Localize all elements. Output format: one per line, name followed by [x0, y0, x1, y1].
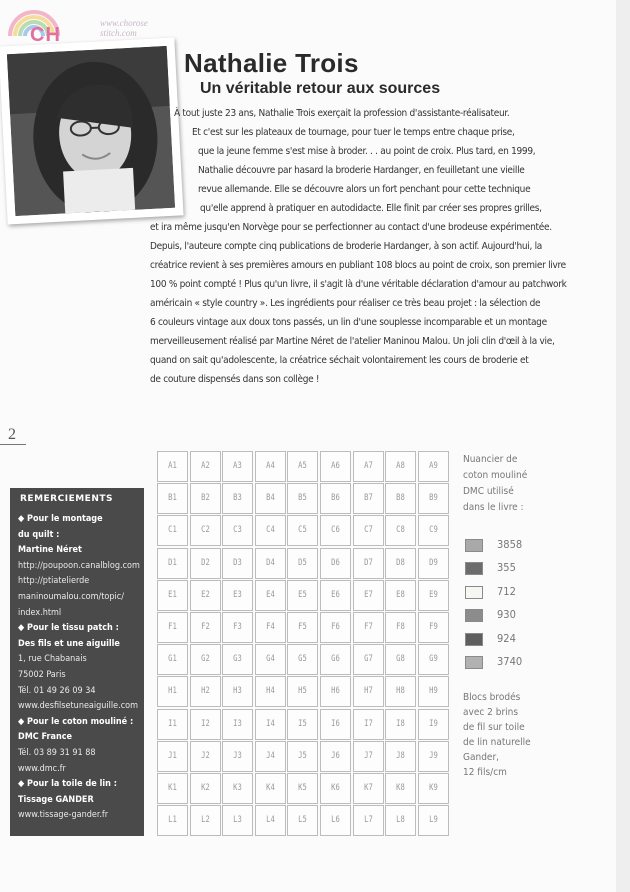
grid-cell-label: D8 [396, 557, 406, 568]
grid-cell-label: C6 [331, 525, 340, 536]
grid-cell-label: B9 [428, 493, 438, 504]
grid-cell [255, 580, 286, 611]
grid-cell [190, 741, 221, 772]
swatch-code: 355 [497, 561, 516, 575]
sidebar-title: REMERCIEMENTS [20, 494, 113, 504]
body-line: Nathalie découvre par hasard la broderie Hardanger, en feuilletant une vieille [198, 165, 525, 176]
body-line: revue allemande. Elle se découvre alors un fort penchant pour cette technique [198, 184, 531, 195]
grid-cell-label: K8 [396, 783, 406, 793]
grid-cell [190, 709, 221, 740]
grid-cell-label: L3 [233, 815, 243, 826]
grid-cell-label: E4 [265, 589, 275, 600]
grid-cell-label: H8 [396, 686, 406, 697]
grid-cell [190, 451, 221, 482]
grid-cell-label: A7 [363, 461, 373, 471]
grid-cell-label: J1 [168, 750, 177, 761]
grid-cell-label: C1 [168, 525, 177, 536]
grid-cell-label: E7 [363, 589, 373, 600]
grid-cell [255, 548, 286, 579]
grid-cell-label: I8 [396, 718, 406, 729]
grid-cell [222, 773, 253, 804]
grid-cell-label: E5 [298, 589, 308, 600]
grid-cell [287, 709, 318, 740]
grid-cell [287, 451, 318, 482]
sidebar-line: Tél. 03 89 31 91 88 [18, 748, 96, 758]
grid-cell-label: L7 [363, 815, 373, 826]
sidebar-line[interactable]: http://poupoon.canalblog.com [18, 560, 140, 571]
grid-cell [255, 709, 286, 740]
grid-cell [222, 548, 253, 579]
legend-intro [463, 452, 553, 516]
grid-cell-label: K2 [200, 783, 210, 793]
grid-cell [320, 580, 351, 611]
color-swatch [465, 609, 483, 622]
grid-cell-label: D1 [168, 557, 177, 568]
grid-cell [190, 644, 221, 675]
grid-cell-label: D7 [363, 557, 373, 568]
grid-cell-label: D4 [265, 557, 275, 568]
body-line: Et c'est sur les plateaux de tournage, pour tuer le temps entre chaque prise, [192, 127, 515, 138]
grid-cell [190, 548, 221, 579]
grid-cell-label: E6 [331, 589, 340, 600]
grid-cell [190, 773, 221, 804]
grid-cell-label: H6 [331, 686, 340, 697]
grid-cell-label: A6 [331, 461, 340, 471]
grid-cell-label: D2 [200, 557, 210, 568]
grid-cell-label: I1 [168, 718, 177, 729]
grid-cell [157, 676, 188, 707]
grid-cell [418, 709, 449, 740]
logo-site-line: stitch.com [100, 28, 137, 38]
grid-cell-label: G7 [363, 654, 373, 665]
grid-cell [222, 709, 253, 740]
grid-cell [190, 612, 221, 643]
body-line: qu'elle apprend à pratiquer en autodidacte. Elle finit par créer ses propres grilles, [200, 203, 542, 214]
legend-note-line: avec 2 brins [463, 707, 519, 718]
legend-note-line: Gander, [463, 752, 499, 763]
grid-cell-label: F6 [331, 622, 340, 632]
grid-cell [157, 451, 188, 482]
grid-cell-label: K5 [298, 783, 308, 793]
sidebar-heading: Des fils et une aiguille [18, 638, 120, 649]
grid-cell-label: E8 [396, 589, 406, 600]
legend-note-line: de fil sur toile [463, 722, 525, 733]
grid-cell [418, 612, 449, 643]
grid-cell [418, 805, 449, 836]
legend-intro-line: dans le livre : [463, 502, 524, 513]
grid-cell [353, 548, 384, 579]
grid-cell [353, 580, 384, 611]
grid-cell-label: I3 [233, 718, 243, 729]
grid-cell-label: A8 [396, 461, 406, 471]
grid-cell-label: J8 [396, 750, 406, 761]
sidebar-line[interactable]: www.dmc.fr [18, 763, 66, 774]
color-swatch [465, 586, 483, 599]
grid-cell [157, 580, 188, 611]
grid-cell-label: C4 [265, 525, 275, 536]
grid-cell-label: K9 [428, 783, 438, 793]
grid-cell-label: D3 [233, 557, 243, 568]
grid-cell [157, 548, 188, 579]
grid-cell-label: B4 [265, 493, 275, 504]
grid-cell-label: I4 [265, 718, 275, 729]
grid-cell-label: C9 [428, 525, 438, 536]
grid-cell-label: G8 [396, 654, 406, 665]
grid-cell-label: K4 [265, 783, 275, 793]
sidebar-heading: Martine Néret [18, 545, 82, 556]
sidebar-line[interactable]: www.tissage-gander.fr [18, 810, 109, 821]
grid-cell [222, 580, 253, 611]
logo-site-url [100, 18, 148, 38]
grid-cell-label: F1 [168, 622, 177, 632]
grid-cell [287, 741, 318, 772]
grid-cell [287, 548, 318, 579]
grid-cell [222, 451, 253, 482]
sidebar-line: 75002 Paris [18, 670, 66, 680]
grid-cell-label: F2 [200, 622, 210, 632]
grid-cell-label: B3 [233, 493, 243, 504]
grid-cell-label: B1 [168, 493, 177, 504]
grid-cell-label: F5 [298, 622, 308, 632]
legend-intro-line: coton mouliné [463, 470, 528, 481]
grid-cell [320, 644, 351, 675]
grid-cell [418, 451, 449, 482]
grid-cell-label: L1 [168, 815, 177, 826]
body-line: américain « style country ». Les ingrédients pour réaliser ce très beau projet : la sélection de [150, 298, 541, 309]
grid-cell [385, 644, 416, 675]
grid-cell [287, 805, 318, 836]
grid-cell [255, 515, 286, 546]
grid-cell [255, 676, 286, 707]
grid-cell [320, 741, 351, 772]
grid-cell-label: L4 [265, 815, 275, 826]
legend-note-line: de lin naturelle [463, 737, 531, 748]
swatch-code: 3858 [497, 538, 523, 551]
grid-cell-label: C3 [233, 525, 243, 536]
grid-cell-label: I5 [298, 718, 308, 729]
grid-cell [222, 676, 253, 707]
grid-cell [418, 644, 449, 675]
body-line: de couture dispensés dans son collège ! [150, 374, 320, 385]
sidebar-heading: ◆ Pour la toile de lin : [18, 779, 117, 790]
grid-cell [287, 612, 318, 643]
grid-cell-label: C5 [298, 525, 308, 536]
logo-text: CH [30, 24, 61, 46]
grid-cell-label: F8 [396, 622, 406, 632]
grid-cell [287, 515, 318, 546]
author-photo [7, 46, 175, 216]
grid-cell [255, 644, 286, 675]
grid-cell [353, 773, 384, 804]
grid-cell [222, 612, 253, 643]
grid-cell [190, 676, 221, 707]
grid-cell [385, 676, 416, 707]
page-edge [616, 0, 630, 892]
grid-cell-label: J7 [363, 750, 373, 761]
grid-cell [255, 805, 286, 836]
grid-cell [418, 773, 449, 804]
grid-cell [255, 741, 286, 772]
grid-cell-label: F4 [265, 622, 275, 632]
grid-cell [418, 580, 449, 611]
grid-cell [353, 451, 384, 482]
grid-cell [287, 773, 318, 804]
sidebar-heading: Tissage GANDER [18, 794, 94, 805]
body-line: Depuis, l'auteure compte cinq publications de broderie Hardanger, à son actif. Aujourd'hui, la [150, 241, 543, 252]
grid-cell [222, 644, 253, 675]
grid-cell-label: J4 [265, 750, 275, 761]
grid-cell-label: I9 [428, 718, 438, 729]
grid-cell-label: C7 [363, 525, 373, 536]
grid-cell [287, 676, 318, 707]
grid-cell-label: G9 [428, 654, 438, 665]
grid-cell [320, 709, 351, 740]
grid-cell-label: F7 [363, 622, 373, 632]
grid-cell [255, 773, 286, 804]
grid-cell-label: E1 [168, 589, 177, 600]
grid-cell-label: A2 [200, 461, 210, 471]
grid-cell-label: I2 [200, 718, 210, 729]
grid-cell-label: I7 [363, 718, 373, 729]
grid-cell-label: H9 [428, 686, 438, 697]
grid-cell [418, 741, 449, 772]
grid-cell [157, 612, 188, 643]
grid-cell [157, 483, 188, 514]
sidebar-heading: ◆ Pour le coton mouliné : [18, 716, 134, 727]
grid-cell [353, 709, 384, 740]
grid-cell-label: B7 [363, 493, 373, 504]
grid-cell-label: B2 [200, 493, 210, 504]
grid-cell [320, 515, 351, 546]
grid-cell [320, 676, 351, 707]
grid-cell [385, 773, 416, 804]
grid-cell-label: K6 [331, 783, 340, 793]
sidebar-line: 1, rue Chabanais [18, 654, 87, 665]
body-line: et ira même jusqu'en Norvège pour se perfectionner au contact d'une brodeuse expérimentée. [150, 222, 552, 233]
grid-cell [385, 483, 416, 514]
grid-cell [353, 515, 384, 546]
swatch-code: 930 [497, 608, 516, 622]
body-line: 6 couleurs vintage aux doux tons passés, un lin d'une souplesse incomparable et un montage [150, 317, 547, 328]
grid-cell [353, 805, 384, 836]
color-swatch [465, 633, 483, 646]
legend-intro-line: DMC utilisé [463, 486, 514, 497]
logo-site-line: www.chorose [100, 18, 148, 28]
grid-cell-label: H4 [265, 686, 275, 697]
grid-cell [157, 709, 188, 740]
grid-cell [222, 515, 253, 546]
page-number-rule [0, 444, 26, 445]
grid-cell-label: J6 [331, 750, 340, 761]
grid-cell-label: D5 [298, 557, 308, 568]
grid-cell-label: C2 [200, 525, 210, 536]
grid-cell-label: H5 [298, 686, 308, 697]
grid-cell-label: G4 [265, 654, 275, 665]
swatch-code: 712 [497, 584, 516, 598]
grid-cell [418, 548, 449, 579]
grid-cell-label: F3 [233, 622, 243, 632]
sidebar-heading: ◆ Pour le montage [18, 514, 103, 524]
grid-cell-label: D9 [428, 557, 438, 568]
grid-cell-label: A5 [298, 461, 308, 471]
grid-cell [222, 805, 253, 836]
grid-cell [157, 805, 188, 836]
grid-cell [157, 773, 188, 804]
grid-cell-label: B8 [396, 493, 406, 504]
grid-cell [418, 676, 449, 707]
grid-cell-label: K7 [363, 783, 373, 793]
page-number: 2 [8, 426, 16, 443]
legend-note-line: Blocs brodés [463, 692, 521, 703]
grid-cell [255, 451, 286, 482]
sidebar-line: maninoumalou.com/topic/ [18, 592, 124, 602]
grid-cell [157, 741, 188, 772]
grid-cell [353, 483, 384, 514]
grid-cell [320, 612, 351, 643]
sidebar-line[interactable]: http://ptiatelierde [18, 576, 90, 587]
grid-cell [353, 644, 384, 675]
grid-cell-label: L9 [428, 815, 438, 826]
grid-cell [157, 515, 188, 546]
grid-cell-label: G6 [331, 654, 340, 665]
swatch-code: 924 [497, 631, 516, 645]
grid-cell [222, 483, 253, 514]
grid-cell [255, 612, 286, 643]
grid-cell [190, 515, 221, 546]
body-line: que la jeune femme s'est mise à broder. . . au point de croix. Plus tard, en 1999, [198, 146, 536, 157]
grid-cell-label: H1 [168, 686, 177, 697]
grid-cell-label: E9 [428, 589, 438, 600]
grid-cell-label: A1 [168, 461, 177, 471]
grid-cell-label: A3 [233, 461, 243, 471]
grid-cell [385, 612, 416, 643]
grid-cell-label: G3 [233, 654, 243, 665]
site-logo [6, 6, 156, 46]
grid-cell [385, 515, 416, 546]
body-line: créatrice revient à ses premières amours en publiant 108 blocs au point de croix, son premier livre [150, 260, 566, 271]
color-swatch [465, 656, 483, 669]
color-swatch [465, 562, 483, 575]
grid-cell-label: G5 [298, 654, 308, 665]
grid-cell [385, 709, 416, 740]
sidebar-heading: ◆ Pour le tissu patch : [18, 623, 119, 634]
grid-cell-label: G1 [168, 654, 177, 665]
grid-cell-label: A9 [428, 461, 438, 471]
grid-cell-label: F9 [428, 622, 438, 632]
grid-cell [320, 451, 351, 482]
grid-cell-label: E2 [200, 589, 210, 600]
swatch-code: 3740 [497, 655, 523, 668]
author-name: Nathalie Trois [184, 48, 359, 78]
acknowledgements-sidebar [10, 488, 144, 836]
grid-cell [418, 515, 449, 546]
grid-cell [190, 483, 221, 514]
body-line: 100 % point compté ! Plus qu'un livre, il s'agit là d'une véritable déclaration d'amour au patchwork [150, 279, 567, 290]
grid-cell-label: J9 [428, 750, 438, 761]
grid-cell-label: J3 [233, 750, 243, 761]
color-swatch [465, 539, 483, 552]
sidebar-line[interactable]: www.desfilsetuneaiguille.com [18, 701, 139, 712]
grid-cell-label: J2 [200, 750, 210, 761]
grid-cell [320, 773, 351, 804]
grid-cell [385, 580, 416, 611]
grid-cell-label: K1 [168, 783, 177, 793]
grid-cell-label: A4 [265, 461, 275, 471]
grid-cell-label: G2 [200, 654, 210, 665]
body-line: merveilleusement réalisé par Martine Néret de l'atelier Maninou Malou. Un joli clin d'œil à la vie, [150, 336, 555, 347]
grid-cell [287, 580, 318, 611]
sidebar-line: index.html [18, 607, 62, 618]
grid-cell [385, 741, 416, 772]
grid-cell [353, 612, 384, 643]
sidebar-heading: du quilt : [18, 529, 60, 540]
grid-cell-label: H3 [233, 686, 243, 697]
author-photo-frame [0, 38, 184, 225]
grid-cell [320, 805, 351, 836]
legend-note [463, 690, 553, 780]
grid-cell-label: E3 [233, 589, 243, 600]
grid-cell [222, 741, 253, 772]
grid-cell-label: L5 [298, 815, 308, 826]
grid-cell-label: L6 [331, 815, 340, 826]
grid-cell [157, 644, 188, 675]
grid-cell [353, 741, 384, 772]
grid-cell-label: H2 [200, 686, 210, 697]
sidebar-heading: DMC France [18, 732, 73, 743]
grid-cell [287, 483, 318, 514]
grid-cell [287, 644, 318, 675]
grid-cell-label: D6 [331, 557, 340, 568]
grid-cell-label: J5 [298, 750, 308, 761]
grid-cell-label: K3 [233, 783, 243, 793]
grid-cell-label: C8 [396, 525, 406, 536]
grid-cell-label: B6 [331, 493, 340, 504]
grid-cell [320, 548, 351, 579]
grid-cell-label: L8 [396, 815, 406, 826]
sidebar-line: Tél. 01 49 26 09 34 [18, 685, 96, 696]
grid-cell [385, 451, 416, 482]
grid-cell-label: I6 [331, 718, 340, 729]
article-subtitle: Un véritable retour aux sources [200, 80, 441, 97]
grid-cell [418, 483, 449, 514]
grid-cell-label: B5 [298, 493, 308, 504]
legend-intro-line: Nuancier de [463, 454, 518, 465]
grid-cell [255, 483, 286, 514]
grid-cell [385, 548, 416, 579]
body-line: quand on sait qu'adolescente, la créatrice séchait volontairement les cours de broderie et [150, 355, 529, 366]
body-line: À tout juste 23 ans, Nathalie Trois exerçait la profession d'assistante-réalisateur. [174, 108, 510, 119]
grid-cell [190, 805, 221, 836]
grid-cell [385, 805, 416, 836]
grid-cell-label: L2 [200, 815, 210, 826]
grid-cell [320, 483, 351, 514]
legend-note-line: 12 fils/cm [463, 767, 507, 778]
grid-cell [190, 580, 221, 611]
grid-cell [353, 676, 384, 707]
grid-cell-label: H7 [363, 686, 373, 697]
